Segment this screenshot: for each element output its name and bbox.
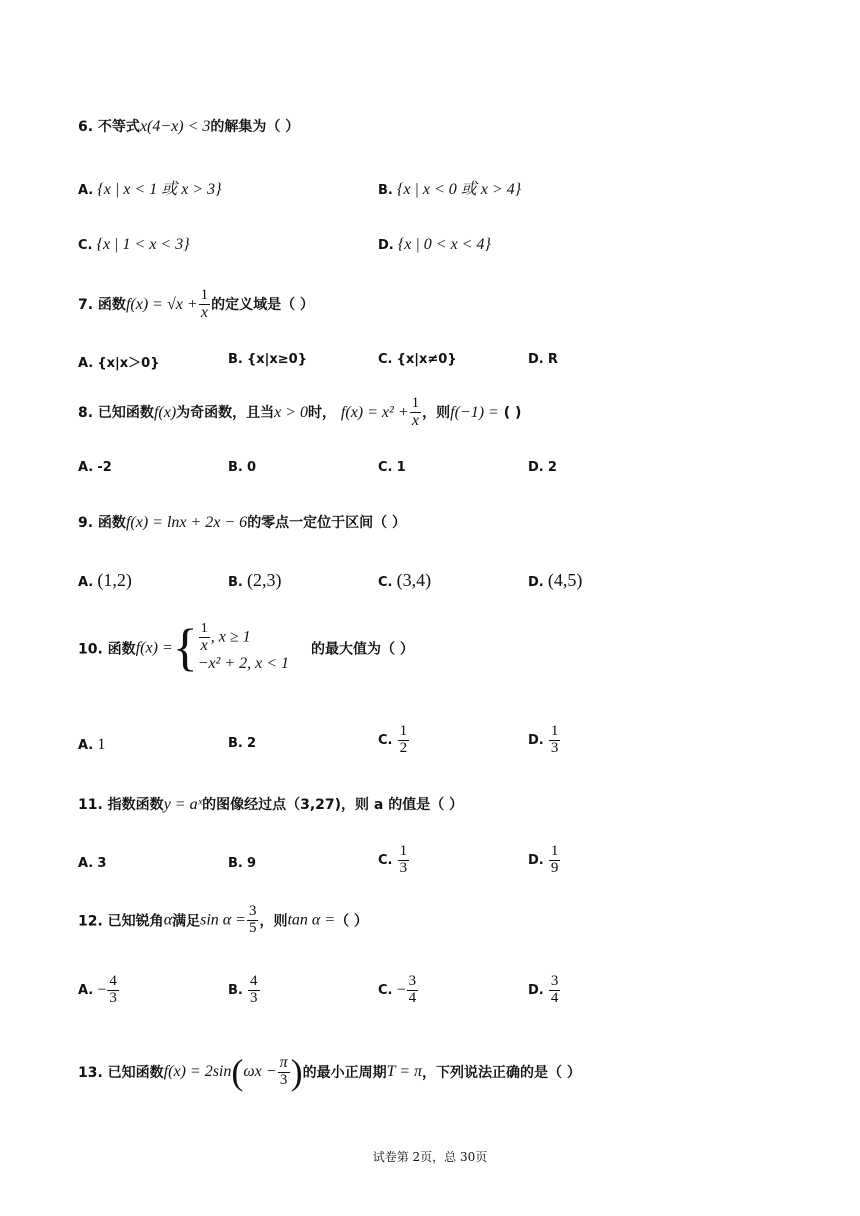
q10-option-c[interactable]: C. $\frac{1}{2}$ [378,723,408,756]
q7-option-d[interactable]: D. R [528,352,558,367]
piecewise-brace: { [172,619,198,677]
q9-option-d[interactable]: D. (4,5) [528,570,583,590]
page-footer: 试卷第 2页，总 30页 [372,1150,488,1164]
q6-option-d-text: {x | 0 < x < 4} [397,236,491,253]
piecewise-cases: $\frac{1}{x}$ , x ≥ 1 −x² + 2, x < 1 [197,621,290,673]
q6-option-a-text: {x | x < 1 或 x > 3} [97,181,222,198]
q11-option-a[interactable]: A. 3 [78,856,107,871]
q12-option-d[interactable]: D. $\frac{3}{4}$ [528,973,559,1006]
q9-option-a[interactable]: A. (1,2) [78,570,132,590]
q8-option-d[interactable]: D. 2 [528,460,557,475]
q11-option-d[interactable]: D. $\frac{1}{9}$ [528,843,559,876]
q7-option-a[interactable]: A. {x|x＞0} [78,356,160,371]
q7-option-c[interactable]: C. {x|x≠0} [378,352,457,367]
q7-fraction: $\frac{1}{x}$ [200,287,209,321]
question-13: 13. 已知函数f(x) = 2sin(ωx − $\frac{\pi}{3}$ )的最小正周期T = π，下列说法正确的是（ ） [78,1052,581,1092]
question-9: 9. 函数f(x) = lnx + 2x − 6的零点一定位于区间（ ） [78,514,407,531]
question-6-prefix: 6. 不等式 [78,119,140,135]
question-12: 12. 已知锐角α满足sin α = $\frac{3}{5}$ ，则tan α =（ ） [78,903,368,936]
q8-option-c[interactable]: C. 1 [378,460,406,475]
question-11: 11. 指数函数y = aˣ的图像经过点（3,27)，则 a 的值是（ ） [78,796,464,813]
q13-fraction: $\frac{\pi}{3}$ [279,1054,288,1089]
q8-option-b[interactable]: B. 0 [228,460,257,475]
q12-option-c[interactable]: C. − $\frac{3}{4}$ [378,973,417,1006]
question-7: 7. 函数f(x) = √x + $\frac{1}{x}$ 的定义域是（ ） [78,287,314,321]
q12-option-b[interactable]: B. $\frac{4}{3}$ [228,973,258,1006]
q6-option-a[interactable]: A. {x | x < 1 或 x > 3} [78,181,222,198]
q6-option-c-text: {x | 1 < x < 3} [96,236,190,253]
q11-option-b[interactable]: B. 9 [228,856,257,871]
question-10: 10. 函数f(x) ={ $\frac{1}{x}$ , x ≥ 1 −x² + 2, x < 1 的最大值为（ ） [78,619,414,677]
q6-option-b[interactable]: B. {x | x < 0 或 x > 4} [378,181,522,198]
q8-fraction: $\frac{1}{x}$ [411,395,420,429]
q10-option-b[interactable]: B. 2 [228,736,257,751]
q6-option-c[interactable]: C. {x | 1 < x < 3} [78,236,190,253]
question-6 [78,116,299,136]
q6-option-b-text: {x | x < 0 或 x > 4} [397,181,522,198]
q9-option-b[interactable]: B. (2,3) [228,570,282,590]
q8-option-a[interactable]: A. -2 [78,460,112,475]
question-6-math: x(4−x) < 3 [139,118,211,135]
question-8: 8. 已知函数f(x)为奇函数，且当x > 0时， f(x) = x² + $\frac{1}{x}$ ，则f(−1) = ( ) [78,395,522,429]
q11-option-c[interactable]: C. $\frac{1}{3}$ [378,843,408,876]
q6-option-d[interactable]: D. {x | 0 < x < 4} [378,236,491,253]
q12-fraction: $\frac{3}{5}$ [248,903,257,936]
q7-option-b[interactable]: B. {x|x≥0} [228,352,307,367]
q10-option-d[interactable]: D. $\frac{1}{3}$ [528,723,559,756]
q12-option-a[interactable]: A. − $\frac{4}{3}$ [78,973,117,1006]
q10-option-a[interactable]: A. 1 [78,736,106,753]
question-6-suffix: 的解集为（ ） [210,119,300,135]
q9-option-c[interactable]: C. (3,4) [378,570,432,590]
